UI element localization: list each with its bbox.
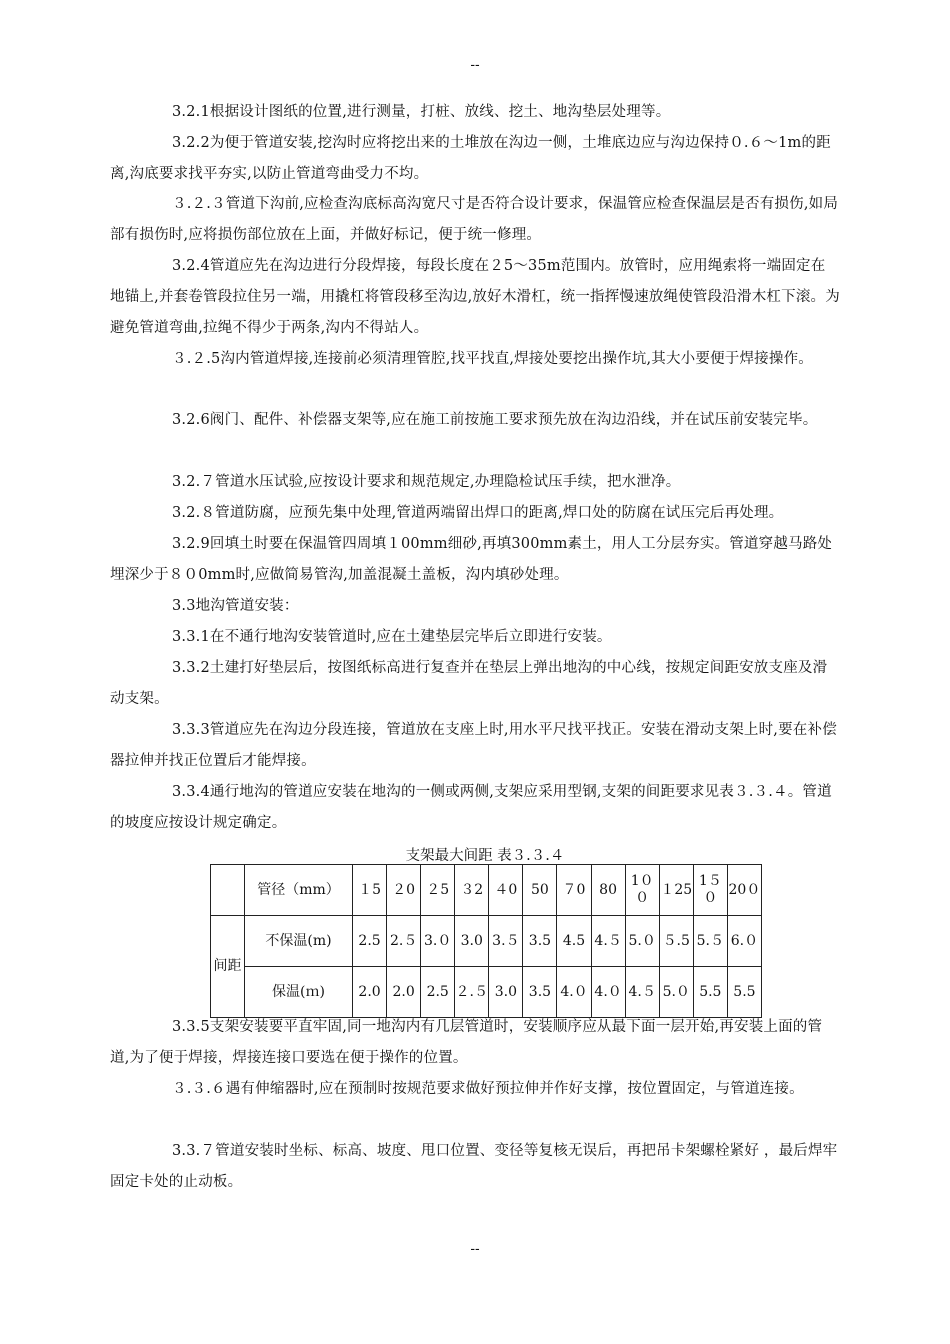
value-cell: 5.０ xyxy=(659,967,693,1018)
size-cell: 50 xyxy=(523,865,557,916)
row-label-insulated: 保温(ｍ) xyxy=(245,967,353,1018)
value-cell: 2.0 xyxy=(387,967,421,1018)
value-cell: 4.０ xyxy=(591,967,625,1018)
section-3-3-heading: 3.3地沟管道安装： xyxy=(172,598,299,614)
size-cell: ７0 xyxy=(557,865,591,916)
size-cell: ２5 xyxy=(421,865,455,916)
table-header-row xyxy=(211,865,762,916)
value-cell: 3.５ xyxy=(489,916,523,967)
size-cell: ４0 xyxy=(489,865,523,916)
paragraph-3-3-1: 3.3.1在不通行地沟安装管道时,应在土建垫层完毕后立即进行安装。 xyxy=(172,629,612,645)
value-cell: ５.5 xyxy=(659,916,693,967)
paragraph-3-2-3: ３.２.３管道下沟前,应检查沟底标高沟宽尺寸是否符合设计要求，保温管应检查保温层是否有损伤,如局部有损伤时,应将损伤部位放在上面，并做好标记，便于统一修理。 xyxy=(110,196,839,243)
size-cell: 80 xyxy=(591,865,625,916)
value-cell: 2.5 xyxy=(353,916,387,967)
table-caption: 支架最大间距 表３.３.４ xyxy=(405,848,565,864)
size-cell: １25 xyxy=(659,865,693,916)
page-bottom-mark: -- xyxy=(470,1240,480,1256)
value-cell: 4.５ xyxy=(625,967,659,1018)
row-label-uninsulated: 不保温(m) xyxy=(245,916,353,967)
value-cell: ２.５ xyxy=(455,967,489,1018)
value-cell: 3.5 xyxy=(523,916,557,967)
value-cell: 4.５ xyxy=(591,916,625,967)
value-cell: 3.０ xyxy=(421,916,455,967)
table-corner-cell xyxy=(211,865,245,916)
paragraph-3-3-7: 3.3.７管道安装时坐标、标高、坡度、甩口位置、变径等复核无误后，再把吊卡架螺栓紧好 ，最后焊牢固定卡处的止动板。 xyxy=(110,1143,838,1190)
paragraph-3-2-7: 3.2.７管道水压试验,应按设计要求和规范规定,办理隐检试压手续，把水泄净。 xyxy=(172,474,681,490)
pipe-diameter-label: 管径（mm） xyxy=(245,865,353,916)
value-cell: 6.０ xyxy=(727,916,761,967)
table-row-uninsulated xyxy=(211,916,762,967)
support-spacing-table xyxy=(210,864,762,1018)
value-cell: 3.0 xyxy=(455,916,489,967)
paragraph-3-2-1: 3.2.1根据设计图纸的位置,进行测量，打桩、放线、挖土、地沟垫层处理等。 xyxy=(172,104,671,120)
size-cell: 1００ xyxy=(625,865,659,916)
value-cell: 5.５ xyxy=(693,916,727,967)
value-cell: 2.0 xyxy=(353,967,387,1018)
value-cell: 2.5 xyxy=(421,967,455,1018)
value-cell: 4.０ xyxy=(557,967,591,1018)
size-cell: 20０ xyxy=(727,865,761,916)
size-cell: ２0 xyxy=(387,865,421,916)
value-cell: 5.０ xyxy=(625,916,659,967)
value-cell: 5.5 xyxy=(727,967,761,1018)
paragraph-3-3-6: ３.３.６遇有伸缩器时,应在预制时按规范要求做好预拉伸并作好支撑，按位置固定，与管道连接。 xyxy=(172,1081,804,1097)
paragraph-3-2-9: 3.2.9回填土时要在保温管四周填１00mm细砂,再填300mm素土，用人工分层夯实。管道穿越马路处埋深少于８０0mm时,应做简易管沟,加盖混凝土盖板，沟内填砂处理。 xyxy=(110,536,833,583)
value-cell: 3.0 xyxy=(489,967,523,1018)
paragraph-3-3-3: 3.3.3管道应先在沟边分段连接，管道放在支座上时,用水平尺找平找正。安装在滑动支架上时,要在补偿器拉伸并找正位置后才能焊接。 xyxy=(110,722,837,769)
paragraph-3-3-2: 3.3.2土建打好垫层后，按图纸标高进行复查并在垫层上弹出地沟的中心线，按规定间距安放支座及滑动支架。 xyxy=(110,660,828,707)
page-top-mark: -- xyxy=(470,56,480,72)
paragraph-3-2-6: 3.2.6阀门、配件、补偿器支架等,应在施工前按施工要求预先放在沟边沿线，并在试压前安装完毕。 xyxy=(172,412,818,428)
paragraph-3-2-4: 3.2.4管道应先在沟边进行分段焊接，每段长度在２5～35m范围内。放管时，应用绳索将一端固定在地锚上,并套卷管段拉住另一端，用撬杠将管段移至沟边,放好木滑杠，统一指挥慢速放绳使管段沿滑木杠下滚。为避免管道弯曲,拉绳不得少于两条,沟内不得站人。 xyxy=(110,258,840,336)
spacing-group-label: 间距 xyxy=(211,916,245,1018)
value-cell: 2.５ xyxy=(387,916,421,967)
value-cell: 5.5 xyxy=(693,967,727,1018)
size-cell: ３2 xyxy=(455,865,489,916)
value-cell: 3.5 xyxy=(523,967,557,1018)
paragraph-3-2-5: ３.２.5沟内管道焊接,连接前必须清理管腔,找平找直,焊接处要挖出操作坑,其大小要便于焊接操作。 xyxy=(172,351,813,367)
paragraph-3-3-5: 3.3.5支架安装要平直牢固,同一地沟内有几层管道时，安装顺序应从最下面一层开始,再安装上面的管道,为了便于焊接，焊接连接口要选在便于操作的位置。 xyxy=(110,1019,823,1066)
size-cell: １5 xyxy=(353,865,387,916)
size-cell: 1５０ xyxy=(693,865,727,916)
paragraph-3-3-4: 3.3.4通行地沟的管道应安装在地沟的一侧或两侧,支架应采用型钢,支架的间距要求见表３.３.４。管道的坡度应按设计规定确定。 xyxy=(110,784,832,831)
table-row-insulated xyxy=(211,967,762,1018)
paragraph-3-2-8: 3.2.８管道防腐，应预先集中处理,管道两端留出焊口的距离,焊口处的防腐在试压完后再处理。 xyxy=(172,505,784,521)
paragraph-3-2-2: 3.2.2为便于管道安装,挖沟时应将挖出来的土堆放在沟边一侧，土堆底边应与沟边保持０.６～1m的距离,沟底要求找平夯实,以防止管道弯曲受力不均。 xyxy=(110,135,831,182)
value-cell: 4.5 xyxy=(557,916,591,967)
